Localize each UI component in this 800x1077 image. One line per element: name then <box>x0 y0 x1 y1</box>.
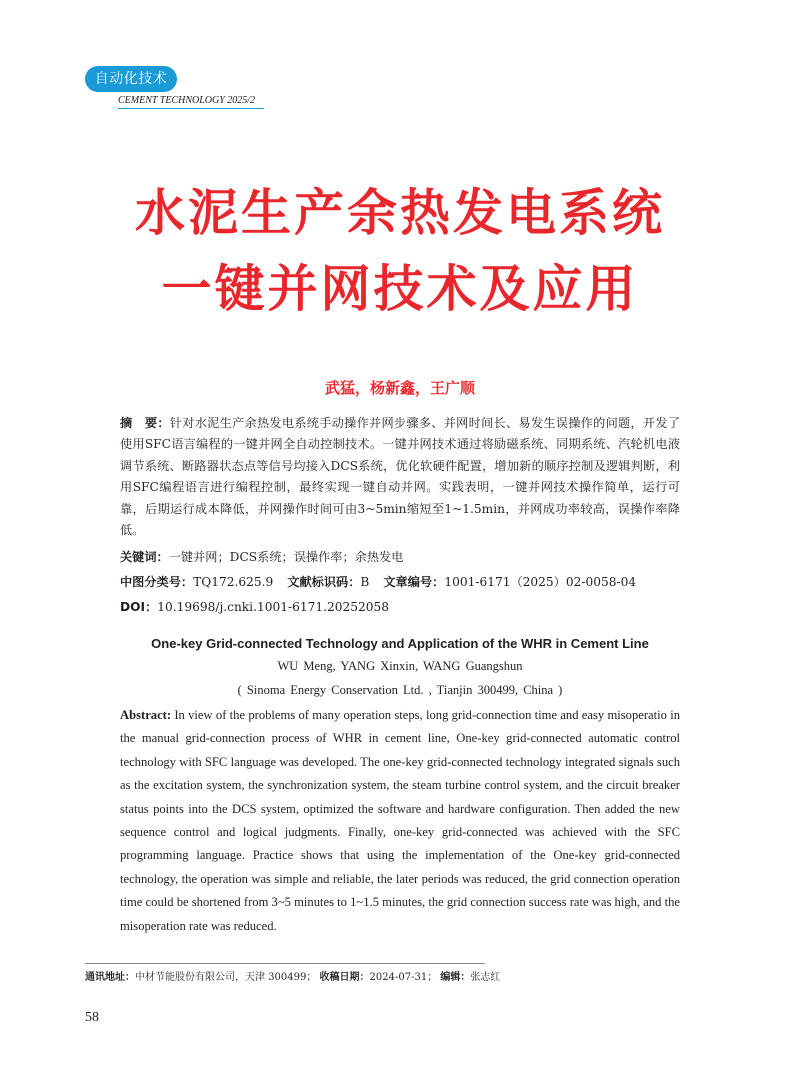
article-title-line-2: 一键并网技术及应用 <box>161 260 639 318</box>
footnote <box>85 968 685 983</box>
doc-code-label: 文献标识码： <box>287 575 361 589</box>
editor-label: 编辑： <box>440 972 471 983</box>
abstract-cn-label: 摘 要： <box>120 416 170 430</box>
clc-label: 中图分类号： <box>120 575 194 589</box>
journal-running-head: CEMENT TECHNOLOGY 2025/2 <box>118 95 264 109</box>
article-no-value: 1001-6171（2025）02-0058-04 <box>444 575 637 589</box>
article-title-line-1: 水泥生产余热发电系统 <box>135 184 665 242</box>
footnote-divider <box>85 963 485 964</box>
editor-value: 张志红 <box>470 972 501 983</box>
keywords-text: 一键并网；DCS系统；误操作率；余热发电 <box>168 550 404 564</box>
classification-line <box>120 573 680 590</box>
clc-value: TQ172.625.9 <box>193 575 274 589</box>
english-affiliation: ( Sinoma Energy Conservation Ltd. , Tianjin 300499, China ) <box>237 683 563 697</box>
doc-code-value: B <box>360 575 370 589</box>
page-number: 58 <box>85 1010 99 1025</box>
english-title: One-key Grid-connected Technology and Application of the WHR in Cement Line <box>151 636 649 651</box>
article-no-label: 文章编号： <box>383 575 445 589</box>
abstract-en-label: Abstract: <box>120 708 172 722</box>
keywords-label: 关键词： <box>120 550 169 564</box>
address-label: 通讯地址： <box>85 972 135 983</box>
abstract-en-text: In view of the problems of many operation steps, long grid-connection time and easy misoperatio in the manual grid-connection process of WHR in cement line, One-key grid-connected automatic control technology with SFC language was developed. The one-key grid-connected technology integrated signals such as the excitation system, the synchronization system, the steam turbine control system, and the circuit breaker status points into the DCS system, optimized the software and hardware configuration. Then added the new sequence control and logical judgments. Finally, one-key grid-connected was achieved with the SFC programming language. Practice shows that using the implementation of the One-key grid-connected technology, the operation was simple and reliable, the later periods was reduced, the grid connection operation time could be shortened from 3~5 minutes to 1~1.5 minutes, the grid connection success rate was high, and the misoperation rate was reduced. <box>120 708 680 933</box>
english-authors: WU Meng, YANG Xinxin, WANG Guangshun <box>277 659 523 673</box>
keywords <box>120 548 680 565</box>
doi-label: DOI： <box>120 600 158 614</box>
section-tag: 自动化技术 <box>85 66 177 92</box>
received-date-value: 2024-07-31； <box>369 972 438 983</box>
authors-chinese: 武猛，杨新鑫，王广顺 <box>324 379 475 397</box>
abstract-cn-text: 针对水泥生产余热发电系统手动操作并网步骤多、并网时间长、易发生误操作的问题，开发了使用SFC语言编程的一键并网全自动控制技术。一键并网技术通过将励磁系统、同期系统、汽轮机电液调节系统、断路器状态点等信号均接入DCS系统，优化软硬件配置，增加新的顺序控制及逻辑判断，利用SFC编程语言进行编程控制，最终实现一键自动并网。实践表明，一键并网技术操作简单，运行可靠，后期运行成本降低，并网操作时间可由3~5min缩短至1~1.5min，并网成功率较高，误操作率降低。 <box>120 416 681 538</box>
doi-line <box>120 598 680 615</box>
abstract-english <box>120 704 680 938</box>
abstract-chinese <box>120 413 680 541</box>
doi-value: 10.19698/j.cnki.1001-6171.20252058 <box>157 600 390 614</box>
received-date-label: 收稿日期： <box>319 972 370 983</box>
address-value: 中材节能股份有限公司，天津 300499； <box>135 972 317 983</box>
